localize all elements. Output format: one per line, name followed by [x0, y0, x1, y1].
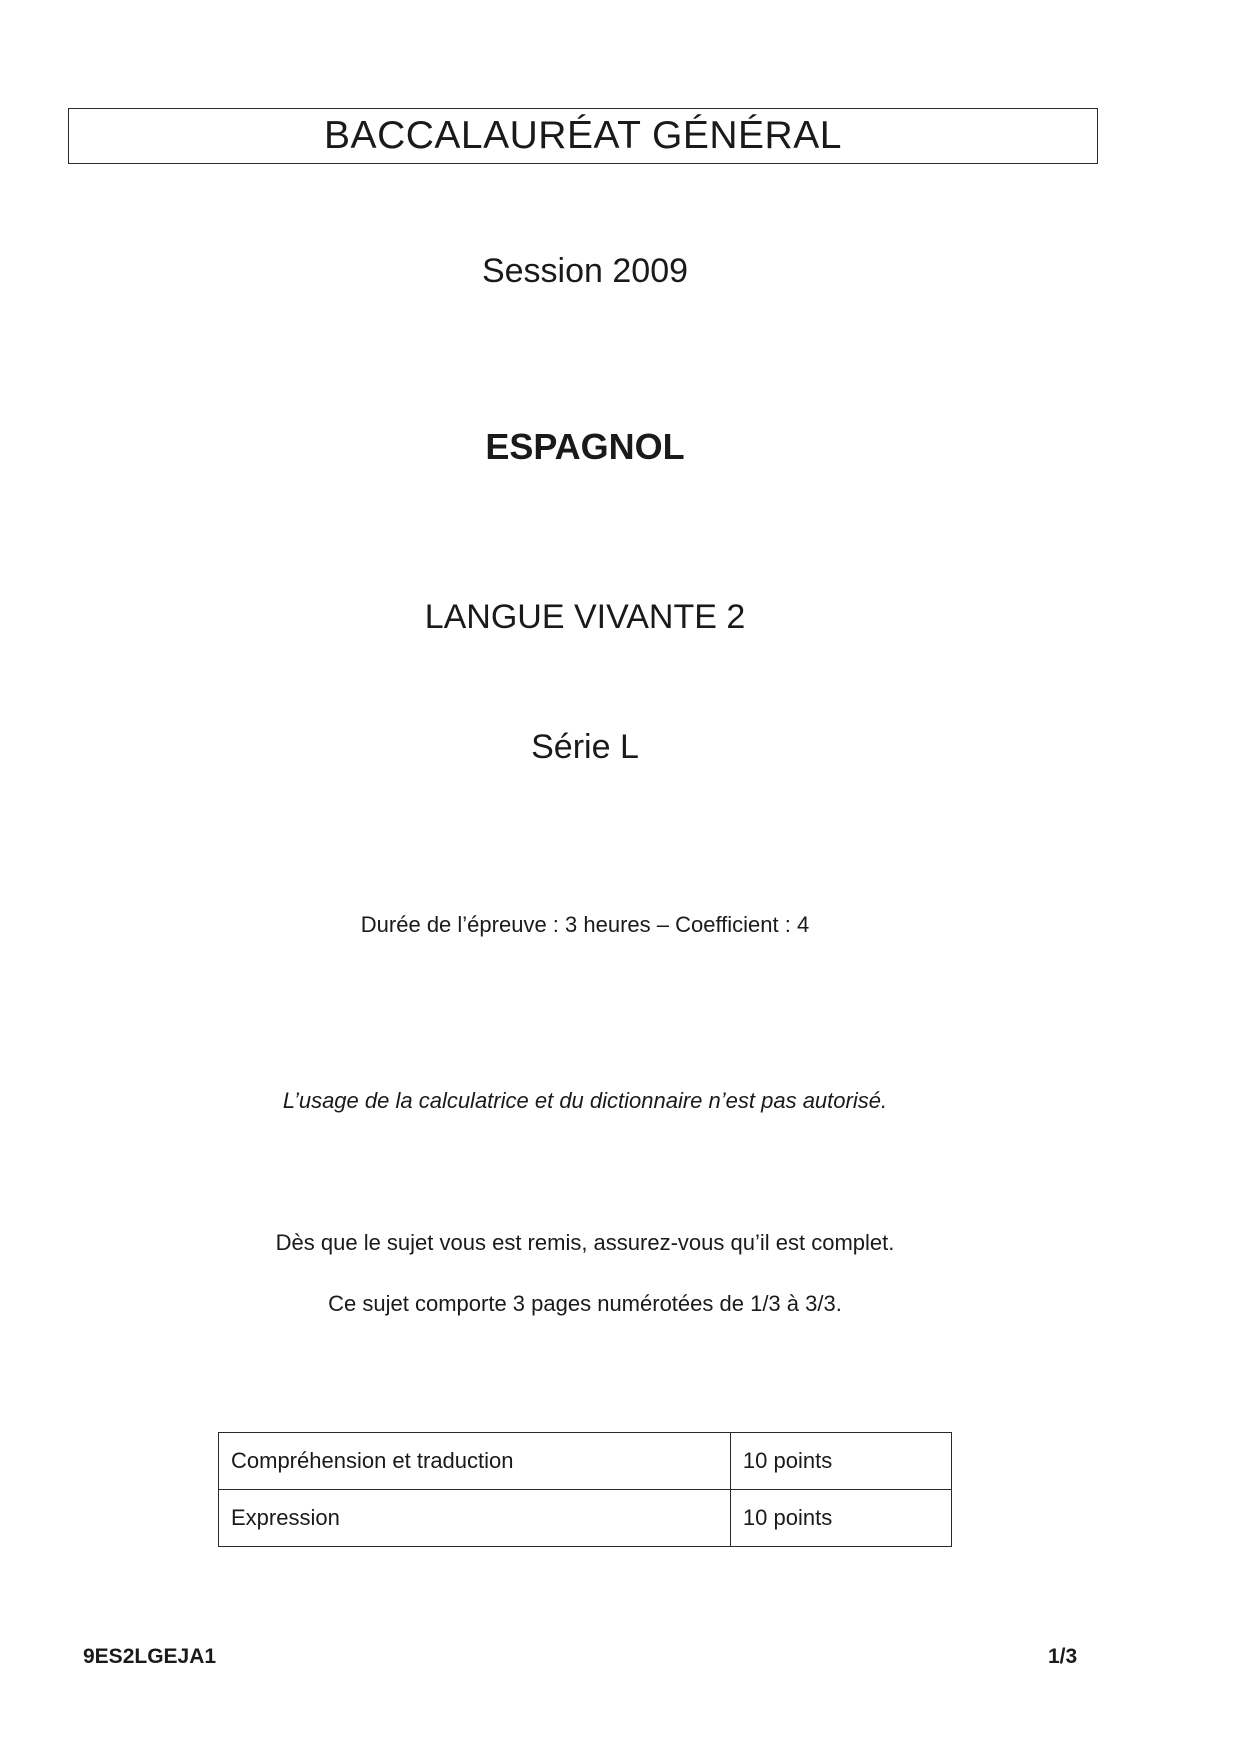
check-complete-notice: Dès que le sujet vous est remis, assurez-vous qu’il est complet.: [275, 1230, 895, 1255]
table-row: [219, 1490, 952, 1547]
duration-label: Durée de l’épreuve : 3 heures – Coefficient : 4: [360, 912, 810, 937]
scoring-table: [218, 1432, 952, 1547]
scoring-points-cell: 10 points: [730, 1490, 951, 1547]
scoring-points-cell: 10 points: [730, 1433, 951, 1490]
subject-label: ESPAGNOL: [485, 426, 685, 467]
document-code: 9ES2LGEJA1: [83, 1645, 217, 1668]
scoring-label-cell: Compréhension et traduction: [219, 1433, 731, 1490]
scoring-label-cell: Expression: [219, 1490, 731, 1547]
series-label: Série L: [531, 728, 639, 766]
language-level-label: LANGUE VIVANTE 2: [424, 598, 746, 636]
page-number: 1/3: [1048, 1645, 1078, 1668]
calculator-notice: L’usage de la calculatrice et du dictionnaire n’est pas autorisé.: [282, 1088, 888, 1113]
page-title: BACCALAURÉAT GÉNÉRAL: [324, 114, 842, 157]
table-row: [219, 1433, 952, 1490]
page-count-notice: Ce sujet comporte 3 pages numérotées de 1/3 à 3/3.: [328, 1291, 842, 1316]
title-box: [68, 108, 1098, 164]
session-label: Session 2009: [481, 252, 689, 290]
